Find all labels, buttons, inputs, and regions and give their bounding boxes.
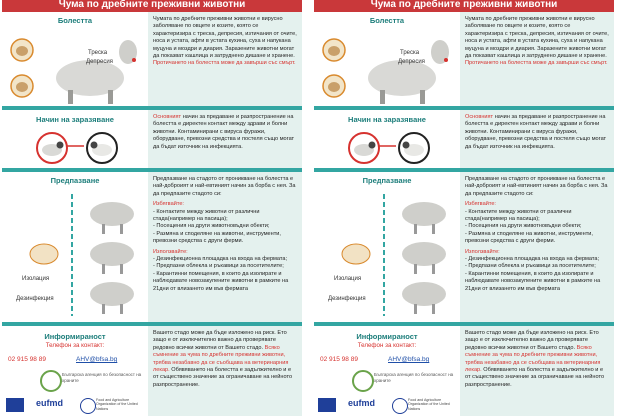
prevention-text xyxy=(460,172,614,322)
contact-phone[interactable]: 02 915 98 89 xyxy=(8,356,46,363)
obligation-text: Обявяването на болестта е задължително и е от съществено значение за ограничаване на нейното разпространение. xyxy=(153,367,293,388)
obligation-text: Обявяването на болестта е задължително и е от съществено значение за ограничаване на нейното разпространение. xyxy=(465,367,605,388)
contact-heading: Информираност xyxy=(356,332,418,341)
use-item: - Предпазни облекла и ръкавици за посетителите; xyxy=(153,263,284,270)
isolation-label: Изолация xyxy=(22,276,50,282)
use-item: - Карантинни помещения, в които да изолирате и наблюдавате новозакупените животни в рамките на 21дни от влизането им във фермата xyxy=(153,270,289,292)
fao-logo-icon xyxy=(392,398,408,414)
contact-section xyxy=(314,326,614,416)
disease-text xyxy=(460,12,614,106)
contact-text xyxy=(460,326,614,416)
fao-logo-icon xyxy=(80,398,96,414)
bfsa-logo-icon xyxy=(40,370,62,392)
sick-goat-illustration xyxy=(8,28,148,104)
avoid-item: - Контактите между животни от различни стада(например на пасища); xyxy=(465,208,572,223)
disease-description: Чумата по дребните преживни животни е вирусно заболяване по овцете и козите, която се характеризира с треска, депресия, изтичания от очите, носа и устата, афти в устата кухина, суха и напукана муцуна и моздри и диария. Заразените животни могат да показват кашлица и затруднено дишане и хранене. xyxy=(465,16,609,60)
use-item: - Карантинни помещения, в които да изолирате и наблюдавате новозакупените животни в рамките на 21дни от влизането им във фермата xyxy=(465,270,601,292)
use-item: - Дезинфекционна площадка на входа на фермата; xyxy=(465,256,600,263)
poster-panel-2 xyxy=(314,0,614,416)
prevention-section xyxy=(314,172,614,322)
contact-email-link[interactable]: AHV@bfsa.bg xyxy=(388,356,430,363)
disinfection-label: Дезинфекция xyxy=(328,296,366,302)
isolation-label: Изолация xyxy=(334,276,362,282)
contact-section xyxy=(2,326,302,416)
prevention-intro: Предпазване на стадото от проникване на болестта е най-доброият и най-евтиният начин за борба с нея. За да предпазите стадото си: xyxy=(153,176,296,197)
disease-warning: Протичането на болестта може да завърши със смърт. xyxy=(465,60,608,67)
disinfection-label: Дезинфекция xyxy=(16,296,54,302)
disease-illustration xyxy=(314,12,460,106)
spread-heading: Начин на заразяване xyxy=(36,115,114,124)
depression-label: Депресия xyxy=(86,59,113,65)
agency-name: Българска агенция по безопасност на храните xyxy=(374,372,454,383)
prevention-heading: Предпазване xyxy=(50,176,100,185)
contact-subheading: Телефон за контакт: xyxy=(357,342,417,349)
contact-subheading: Телефон за контакт: xyxy=(45,342,105,349)
disease-section xyxy=(314,12,614,106)
avoid-item: - Размяна и споделяне на животни, инструменти, превозни средства с други ферми. xyxy=(153,230,281,245)
report-text: Всяко съмнение за чума по дребните преживни животни, трябва незабавно да се съобщава на ветеринарния лекар. xyxy=(465,344,601,374)
spread-text xyxy=(148,110,302,168)
eufmd-logo: eufmd xyxy=(348,398,375,408)
eufmd-logo: eufmd xyxy=(36,398,63,408)
contact-heading: Информираност xyxy=(44,332,106,341)
eu-flag-icon xyxy=(318,398,336,412)
disease-text xyxy=(148,12,302,106)
contact-phone[interactable]: 02 915 98 89 xyxy=(320,356,358,363)
disease-description: Чумата по дребните преживни животни е вирусно заболяване по овцете и козите, която се характеризира с треска, депресия, изтичания от очите, носа и устата, афти в устата кухина, суха и напукана муцуна и моздри и диария. Заразените животни могат да показват кашлица и затруднено дишане и хранене. xyxy=(153,16,297,60)
spread-description: начин за предаване и разпространение на болестта е директен контакт между здрави и болни животни. Контаминирани с вируса фуражи, оборудване, превозни средства и постеля също могат да бъдат източник на инфекцията. xyxy=(153,114,295,150)
prevention-intro: Предпазване на стадото от проникване на болестта е най-доброият и най-евтиният начин за борба с нея. За да предпазите стадото си: xyxy=(465,176,608,197)
spread-lead: Основният xyxy=(465,114,494,120)
avoid-item: - Посещения на други животновъдни обекти; xyxy=(465,223,582,230)
use-title: Използвайте: xyxy=(153,248,188,255)
contact-text xyxy=(148,326,302,416)
prevention-text xyxy=(148,172,302,322)
disease-heading: Болестта xyxy=(369,16,405,25)
sick-sheep-icon xyxy=(348,132,380,164)
avoid-item: - Контактите между животни от различни стада(например на пасища); xyxy=(153,208,260,223)
disease-section xyxy=(2,12,302,106)
spread-heading: Начин на заразяване xyxy=(348,115,426,124)
use-title: Използвайте: xyxy=(465,248,500,255)
eu-flag-icon xyxy=(6,398,24,412)
spread-section xyxy=(314,110,614,168)
risk-text: Вашето стадо може да бъде изложено на риск. Ето защо е от изключително важно да проверявате редовно всички животни от Вашето стадо. xyxy=(153,330,287,351)
fever-label: Треска xyxy=(400,50,420,56)
avoid-title: Избягвайте: xyxy=(465,201,496,208)
use-item: - Дезинфекционна площадка на входа на фермата; xyxy=(153,256,288,263)
panel-gap xyxy=(302,0,314,416)
poster-panel-1 xyxy=(2,0,302,416)
spread-description: начин за предаване и разпространение на болестта е директен контакт между здрави и болни животни. Контаминирани с вируса фуражи, оборудване, превозни средства и постеля също могат да бъдат източник на инфекцията. xyxy=(465,114,607,150)
spread-lead: Основният xyxy=(153,114,182,120)
poster-title: Чума по дребните преживни животни xyxy=(314,0,614,12)
fao-name: Food and Agriculture Organization of the United Nations xyxy=(96,398,138,411)
healthy-sheep-icon xyxy=(398,132,430,164)
contact-email-link[interactable]: AHV@bfsa.bg xyxy=(76,356,118,363)
transmission-arrow-icon xyxy=(378,144,396,148)
depression-label: Депресия xyxy=(398,59,425,65)
poster-title: Чума по дребните преживни животни xyxy=(2,0,302,12)
spread-section xyxy=(2,110,302,168)
avoid-item: - Размяна и споделяне на животни, инструменти, превозни средства с други ферми. xyxy=(465,230,593,245)
transmission-arrow-icon xyxy=(66,144,84,148)
agency-name: Българска агенция по безопасност на храните xyxy=(62,372,142,383)
report-text: Всяко съмнение за чума по дребните преживни животни, трябва незабавно да се съобщава на ветеринарния лекар. xyxy=(153,344,289,374)
disease-illustration xyxy=(2,12,148,106)
use-item: - Предпазни облекла и ръкавици за посетителите; xyxy=(465,263,596,270)
disease-warning: Протичането на болестта може да завърши със смърт. xyxy=(153,60,296,67)
prevention-heading: Предпазване xyxy=(362,176,412,185)
avoid-item: - Посещения на други животновъдни обекти; xyxy=(153,223,270,230)
healthy-sheep-icon xyxy=(86,132,118,164)
fao-name: Food and Agriculture Organization of the United Nations xyxy=(408,398,450,411)
sick-goat-illustration xyxy=(320,28,460,104)
spread-text xyxy=(460,110,614,168)
avoid-title: Избягвайте: xyxy=(153,201,184,208)
bfsa-logo-icon xyxy=(352,370,374,392)
risk-text: Вашето стадо може да бъде изложено на риск. Ето защо е от изключително важно да проверявате редовно всички животни от Вашето стадо. xyxy=(465,330,599,351)
disease-heading: Болестта xyxy=(57,16,93,25)
fever-label: Треска xyxy=(88,50,108,56)
sick-sheep-icon xyxy=(36,132,68,164)
prevention-section xyxy=(2,172,302,322)
